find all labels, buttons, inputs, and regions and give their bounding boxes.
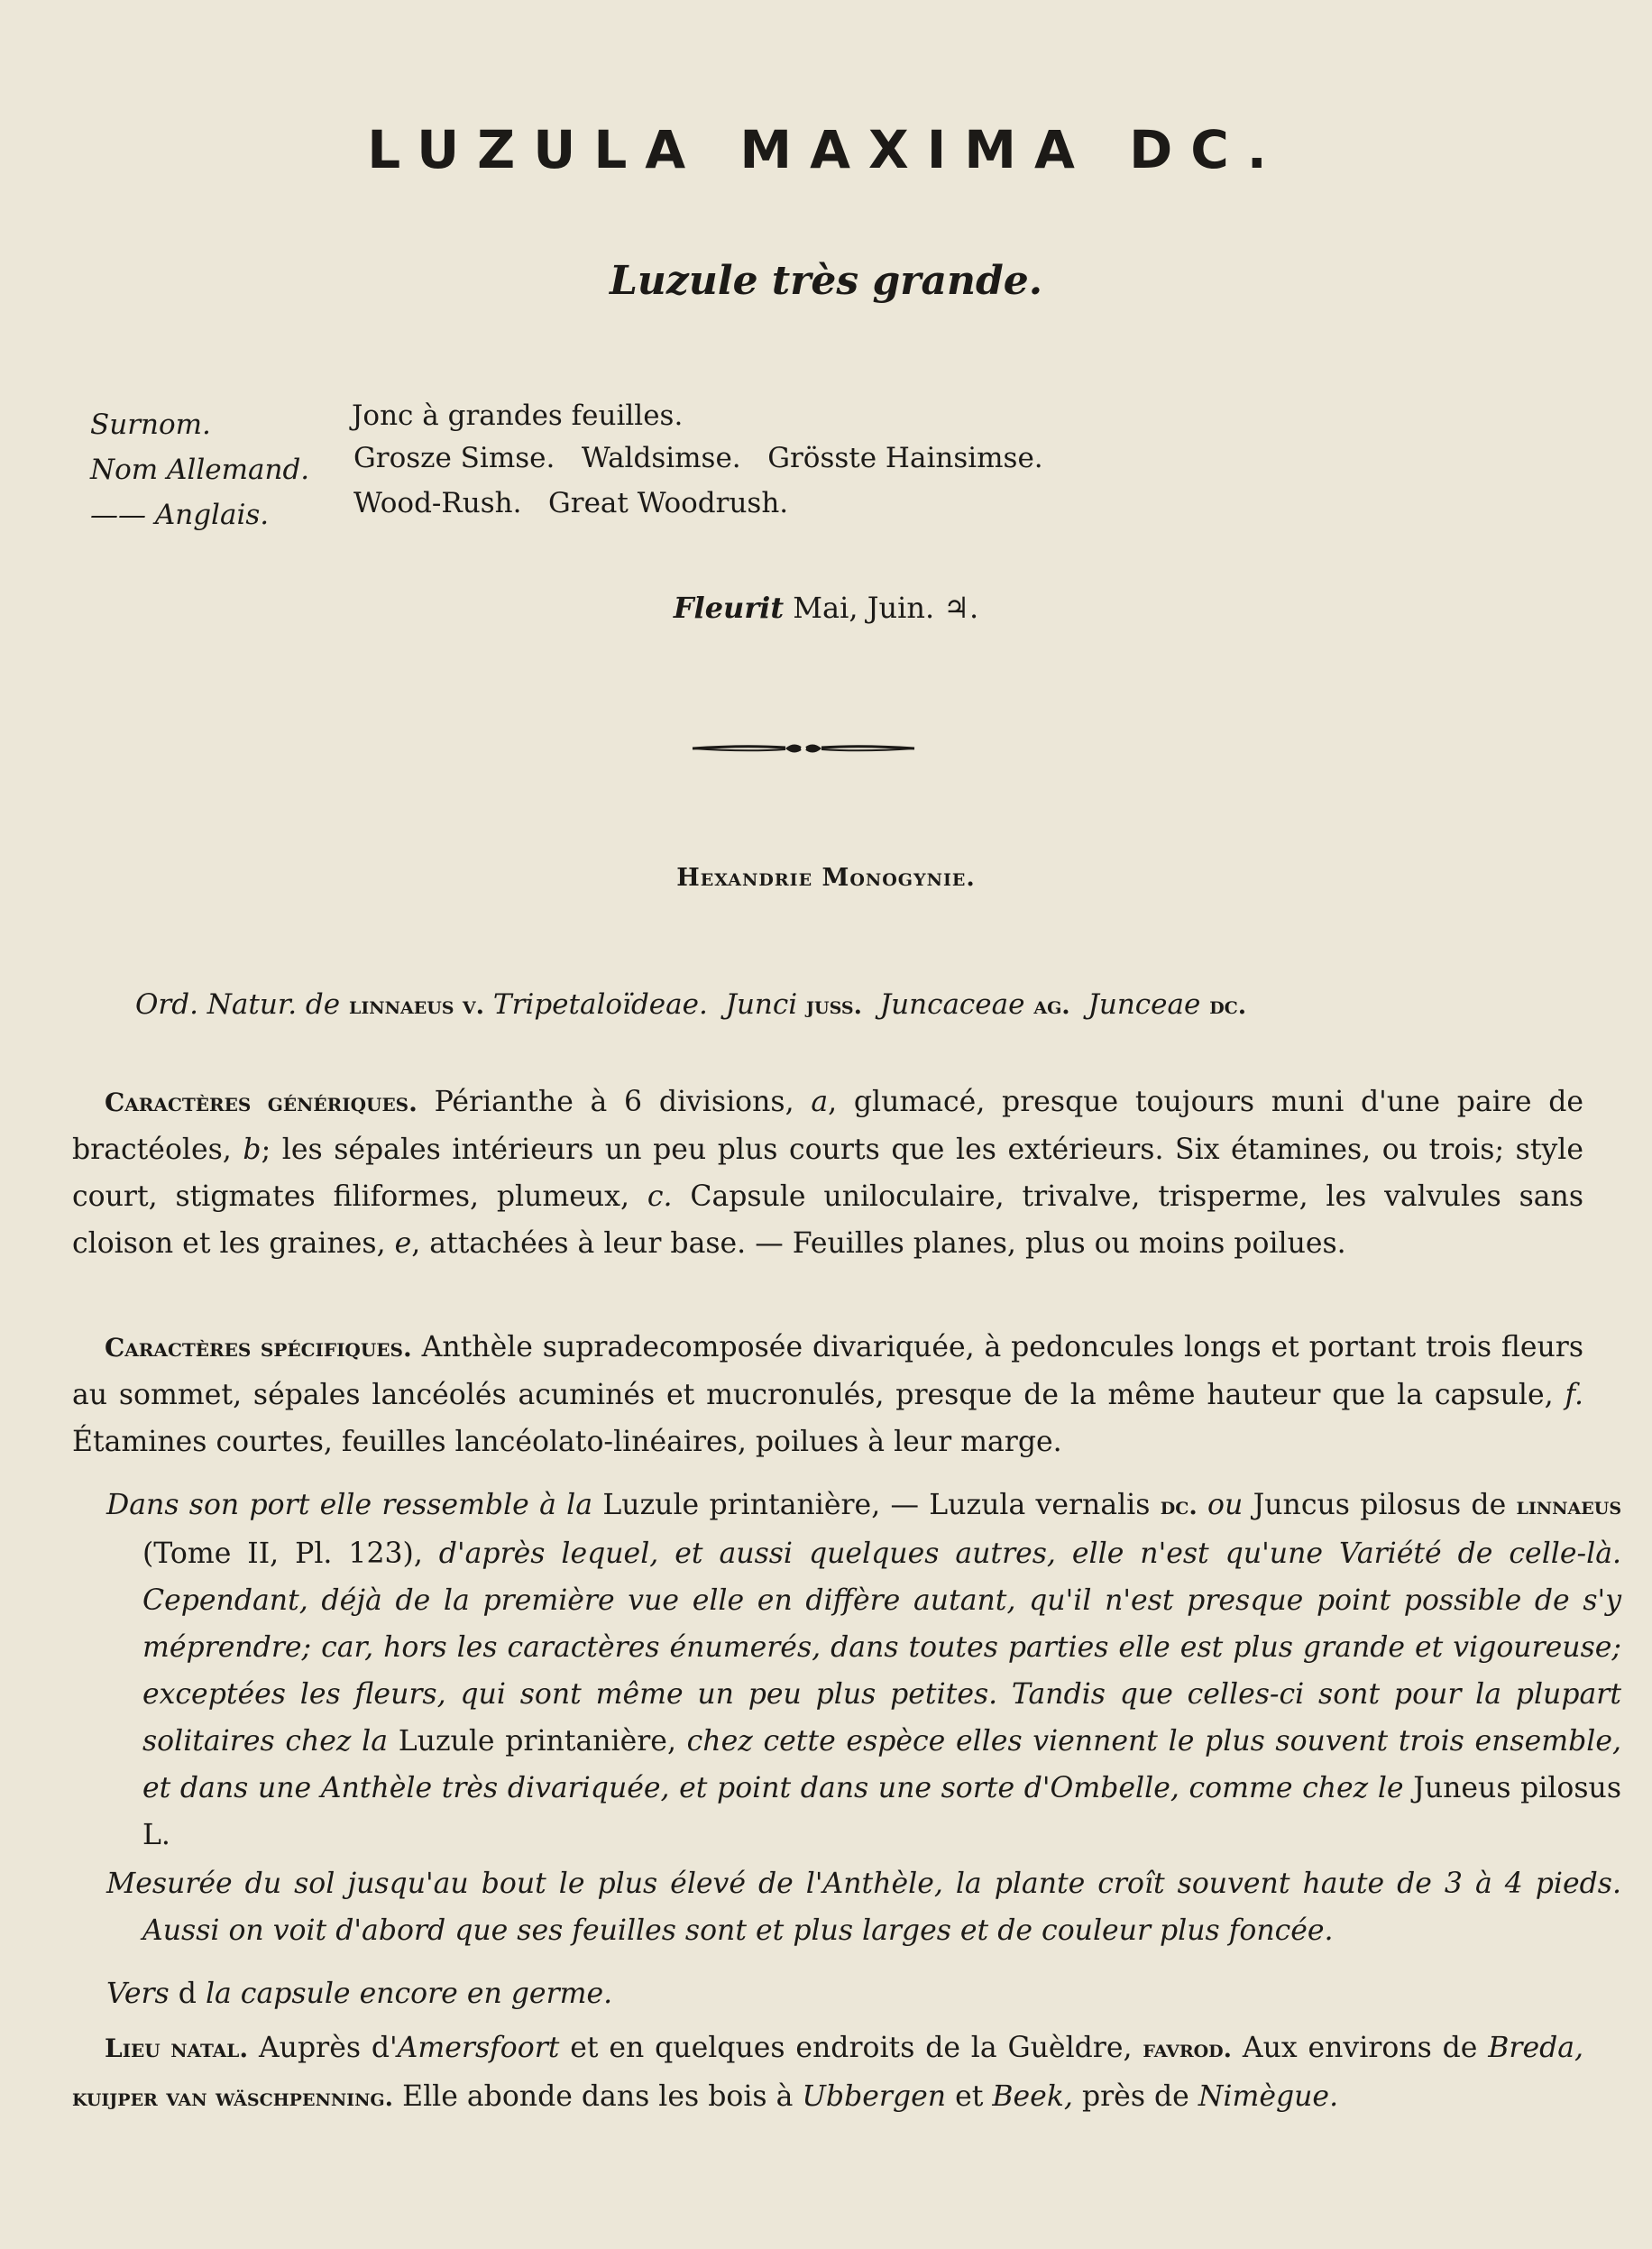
classification: Hexandrie Monogynie. — [676, 864, 976, 892]
generic-characters — [72, 1079, 1583, 1267]
author-name: linnaeus — [1516, 1492, 1622, 1520]
place-name: Beek, — [992, 2080, 1073, 2113]
paragraph-text: Étamines courtes, feuilles lancéolato-linéaires, poilues à leur marge. — [72, 1426, 1062, 1458]
ornament-divider-icon — [691, 738, 916, 759]
note-figure — [106, 1970, 1585, 2017]
paragraph-text: ou — [1207, 1489, 1244, 1521]
figure-ref: e — [394, 1227, 412, 1260]
paragraph-text: Auprès d' — [258, 2032, 398, 2064]
paragraph-text: Aux environs de — [1242, 2032, 1478, 2064]
flowering-line — [0, 591, 1652, 625]
perennial-symbol: ♃. — [943, 591, 979, 625]
section-heading: Lieu natal. — [105, 2033, 249, 2063]
note-height: Mesurée du sol jusqu'au bout le plus élevé de l'Anthèle, la plante croît souvent haute de 3 à 4 pieds. Aussi on voit d'abord que ses feuilles sont et plus larges et de couleur plus foncée. — [106, 1868, 1621, 1947]
paragraph-text: chez cette espèce elles viennent le plus souvent trois ensemble, et dans une Anthèle très divariquée, et point dans une sorte d'Ombelle, comme chez le — [142, 1725, 1621, 1804]
flowering-label: Fleurit — [673, 591, 785, 625]
paragraph-text: Anthèle supradecomposée divariquée, à pedoncules longs et portant trois fleurs au sommet, sépales lancéolés acuminés et mucronulés, presque de la même hauteur que la capsule, — [72, 1331, 1583, 1411]
author-name: dc. — [1160, 1492, 1198, 1520]
place-name: Nimègue. — [1198, 2080, 1339, 2113]
synonym-label: Surnom. — [90, 408, 211, 441]
author-name: dc. — [1209, 992, 1247, 1020]
paragraph-text: Elle abonde dans les bois à — [402, 2080, 794, 2113]
figure-ref: b — [243, 1134, 262, 1166]
paragraph-text: la capsule encore en germe. — [205, 1978, 613, 2010]
paragraph-text: ; les sépales intérieurs un peu plus courts que les extérieurs. Six étamines, ou trois; style court, stigmates filiformes, plumeux, — [72, 1134, 1583, 1213]
author-name: ag. — [1033, 992, 1070, 1020]
author-name: favrod. — [1143, 2035, 1233, 2063]
paragraph-text: Périanthe à 6 divisions, — [434, 1086, 794, 1118]
order-text: Junceae — [1088, 988, 1201, 1021]
species-name: Luzule printanière, — Luzula vernalis — [602, 1489, 1151, 1521]
species-name: Luzule printanière, — [398, 1725, 676, 1758]
author-name: kuijper van wäschpenning. — [72, 2084, 394, 2112]
author-name: juss. — [806, 992, 863, 1020]
paragraph-text: et — [955, 2080, 984, 2113]
synonym-label: —— Anglais. — [90, 499, 270, 531]
paragraph-text: près de — [1081, 2080, 1189, 2113]
place-name: Ubbergen — [802, 2080, 947, 2113]
synonym-text: Wood-Rush. Great Woodrush. — [353, 487, 789, 519]
paragraph-text: , glumacé, presque toujours muni d'une paire de bractéoles, — [72, 1086, 1584, 1166]
paragraph-text: Capsule uniloculaire, trivalve, trisperme, les valvules sans cloison et les graines, — [72, 1180, 1584, 1260]
order-text: Tripetaloïdeae. — [492, 988, 708, 1021]
section-heading: Caractères spécifiques. — [105, 1333, 412, 1363]
flowering-months: Mai, Juin. — [793, 591, 935, 625]
figure-ref: d — [178, 1978, 197, 2010]
paragraph-text: , attachées à leur base. — Feuilles planes, plus ou moins poilues. — [411, 1227, 1346, 1260]
page-title: LUZULA MAXIMA DC. — [367, 119, 1285, 180]
synonym-label: Nom Allemand. — [90, 454, 310, 486]
paragraph-text: Dans son port elle ressemble à la — [106, 1489, 593, 1521]
figure-ref: a — [811, 1086, 829, 1118]
paragraph-text: et en quelques endroits de la Guèldre, — [570, 2032, 1133, 2064]
natural-order-line — [135, 988, 1246, 1021]
section-heading: Caractères génériques. — [105, 1088, 418, 1117]
place-name: Breda, — [1488, 2032, 1584, 2064]
author-name: linnaeus v. — [349, 992, 485, 1020]
note-comparison — [106, 1482, 1621, 1859]
paragraph-text: d'après lequel, et aussi quelques autres, elle n'est qu'une Variété de celle-là. Cependant, déjà de la première vue elle en diffère autant, qu'il n'est presque point possible de s'y méprendre; car, hors les caractères énumerés, dans toutes parties elle est plus grande et vigoureuse; exceptées les fleurs, qui sont même un peu plus petites. Tandis que celles-ci sont pour la plupart solitaires chez la — [142, 1538, 1621, 1758]
locality — [72, 2024, 1583, 2122]
page-subtitle: Luzule très grande. — [609, 258, 1043, 304]
order-text: Junci — [725, 988, 798, 1021]
paragraph-text: Vers — [106, 1978, 170, 2010]
synonym-text: Grosze Simse. Waldsimse. Grösste Hainsimse. — [353, 442, 1043, 474]
species-name: Juneus pilosus L. — [142, 1772, 1622, 1851]
figure-ref: f. — [1565, 1379, 1583, 1411]
place-name: Amersfoort — [397, 2032, 560, 2064]
synonym-text: Jonc à grandes feuilles. — [352, 399, 684, 432]
order-text: Juncaceae — [879, 988, 1025, 1021]
order-text: Ord. Natur. de — [135, 988, 341, 1021]
figure-ref: c. — [647, 1180, 673, 1213]
specific-characters — [72, 1324, 1583, 1465]
plate-reference: (Tome II, Pl. 123), — [142, 1538, 423, 1570]
species-name: Juncus pilosus de — [1253, 1489, 1507, 1521]
